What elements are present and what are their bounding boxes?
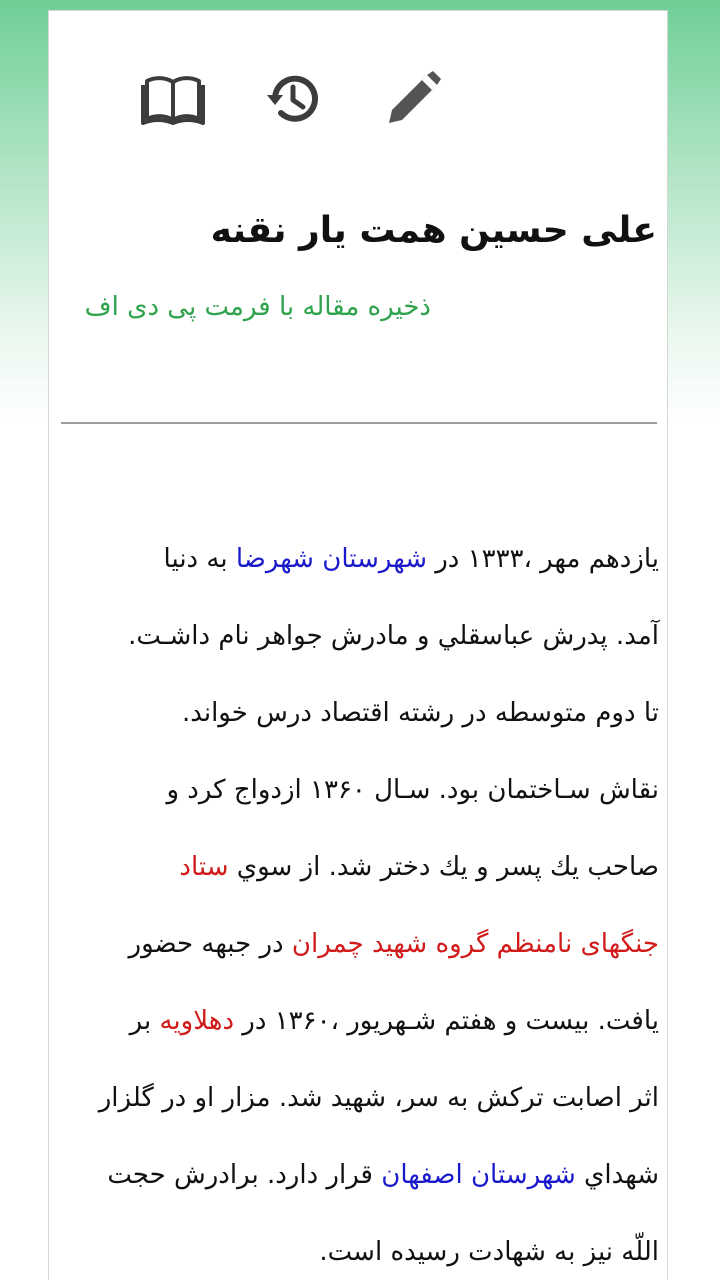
save-pdf-link[interactable]: ذخیره مقاله با فرمت پی دی اف — [84, 292, 431, 322]
article-text: اللّه نيز به شهادت رسيده است. — [319, 1237, 659, 1267]
article-text: قرار دارد. برادرش حجت — [107, 1160, 382, 1190]
page-title: علی حسین همت یار نقنه — [210, 210, 657, 251]
read-button[interactable] — [137, 63, 209, 135]
missing-article-link[interactable]: جنگهای نامنظم گروه شهید چمران — [291, 929, 659, 959]
article-text: تا دوم متوسطه در رشته اقتصاد درس خواند. — [181, 698, 659, 728]
article-body — [63, 521, 659, 1280]
article-line — [63, 752, 659, 829]
article-line — [63, 829, 659, 906]
article-text: يافت. بيست و هفتم شـهريور ،۱۳۶۰ در — [234, 1006, 659, 1036]
pencil-icon — [383, 69, 443, 129]
article-text: نقاش سـاختمان بود. سـال ۱۳۶۰ ازدواج كرد و — [166, 775, 659, 805]
article-line — [63, 906, 659, 983]
article-line — [63, 1137, 659, 1214]
article-link[interactable]: شهرستان شهرضا — [235, 544, 427, 574]
article-line — [63, 1060, 659, 1137]
article-text: اثر اصابت تركش به سر، شهيد شد. مزار او در گلزار — [98, 1083, 659, 1113]
article-text: به دنيا — [163, 544, 236, 574]
article-text: یازدهم مهر ،۱۳۳۳ در — [426, 544, 659, 574]
article-toolbar — [49, 63, 667, 135]
missing-article-link[interactable]: ستاد — [179, 852, 229, 882]
article-line — [63, 521, 659, 598]
open-book-icon — [141, 71, 205, 127]
article-line — [63, 598, 659, 675]
article-text: شهداي — [575, 1160, 659, 1190]
article-text: صاحب يك پسر و يك دختر شد. از سوي — [228, 852, 659, 882]
article-text: بر — [129, 1006, 160, 1036]
article-card — [48, 10, 668, 1280]
article-link[interactable]: شهرستان اصفهان — [381, 1160, 576, 1190]
article-text: در جبهه حضور — [128, 929, 292, 959]
edit-button[interactable] — [377, 63, 449, 135]
article-text: آمد. پدرش عباسقلي و مادرش جواهر نام داشـت. — [128, 621, 659, 651]
history-icon — [265, 71, 321, 127]
divider — [61, 422, 657, 424]
article-line — [63, 675, 659, 752]
history-button[interactable] — [257, 63, 329, 135]
article-line — [63, 1214, 659, 1280]
article-line — [63, 983, 659, 1060]
missing-article-link[interactable]: دهلاویه — [159, 1006, 235, 1036]
